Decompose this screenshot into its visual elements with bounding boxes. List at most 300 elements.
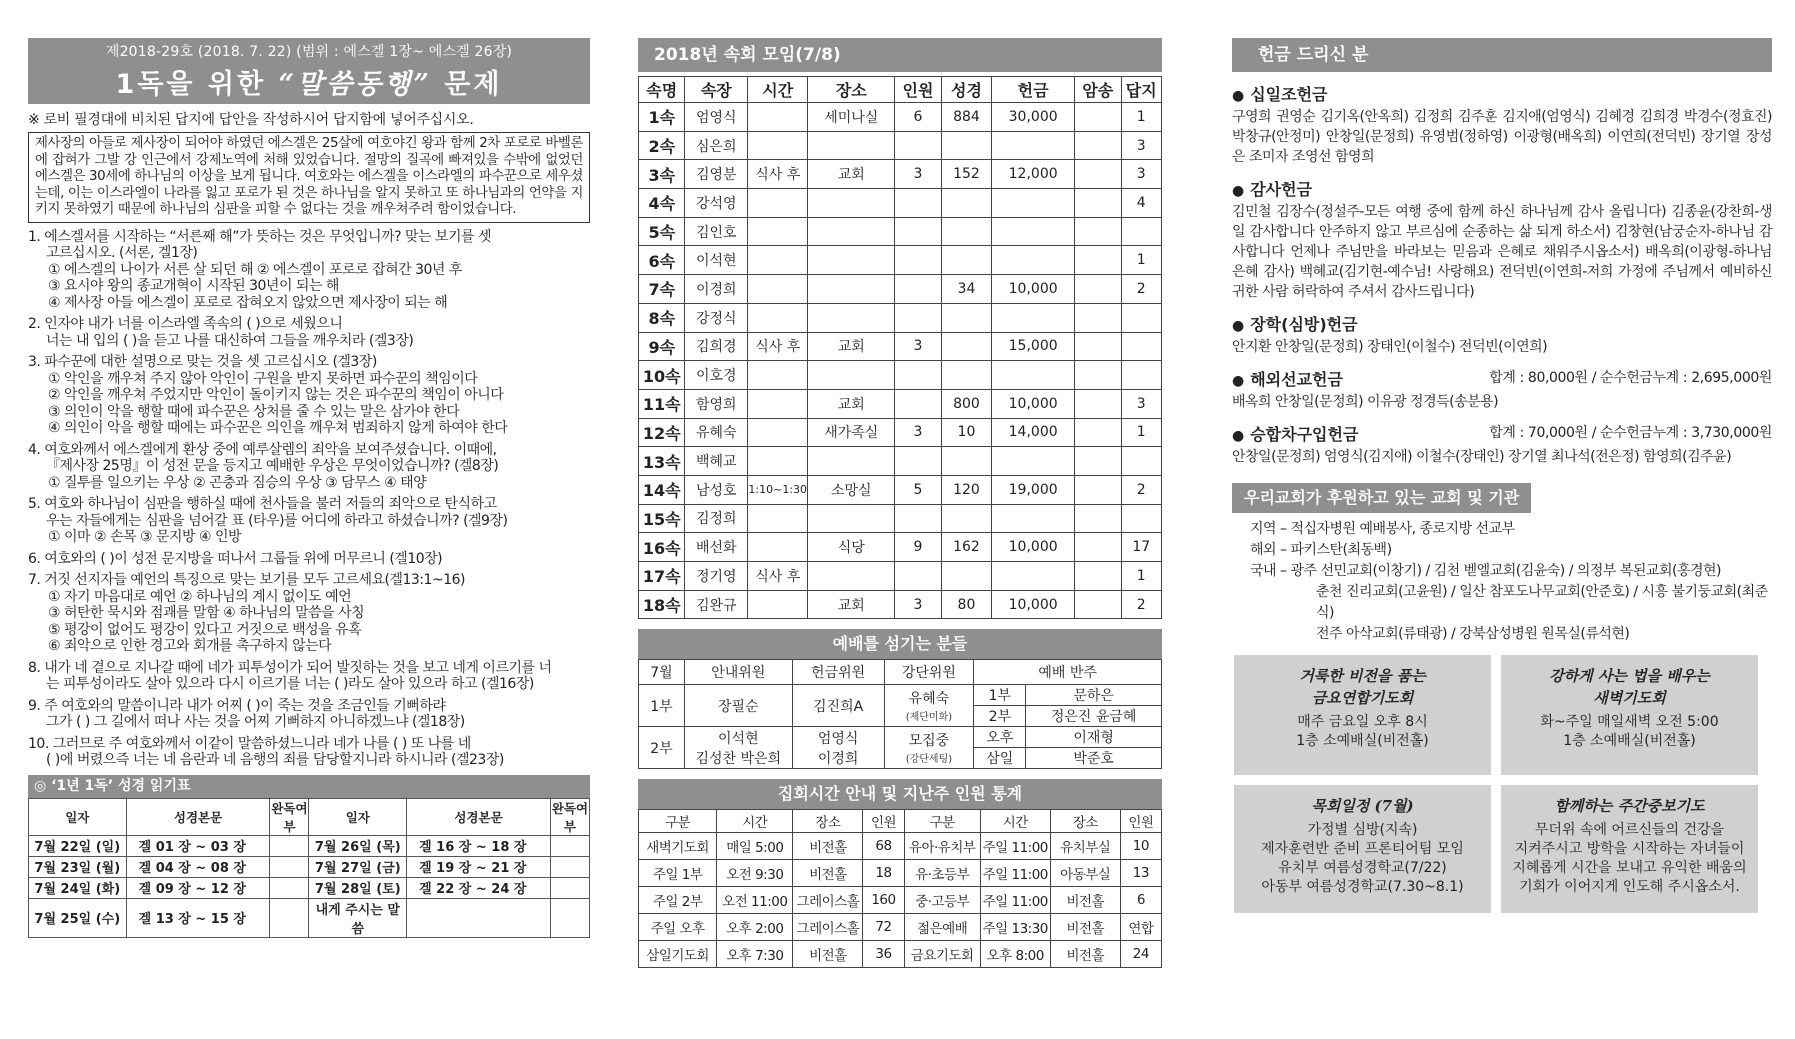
stats-cell: 주일 1부 xyxy=(639,860,717,887)
meeting-row xyxy=(639,103,1162,132)
bullet-icon: ● xyxy=(1232,428,1245,444)
stats-header-cell: 장소 xyxy=(793,810,863,833)
meeting-cell xyxy=(1075,103,1121,132)
meeting-cell xyxy=(941,303,992,332)
meeting-cell xyxy=(895,504,941,533)
meeting-cell: 유혜숙 xyxy=(685,418,748,447)
meeting-cell xyxy=(895,361,941,390)
meeting-cell: 6속 xyxy=(639,246,685,275)
meeting-cell: 4속 xyxy=(639,189,685,218)
reading-plan-title: ◎ ‘1년 1독’ 성경 읽기표 xyxy=(28,775,590,798)
meeting-cell: 김정희 xyxy=(685,504,748,533)
meeting-cell: 3 xyxy=(895,332,941,361)
meeting-cell: 2 xyxy=(1121,475,1161,504)
meeting-row xyxy=(639,418,1162,447)
question-1: 1. 에스겔서를 시작하는 “서른째 해”가 뜻하는 것은 무엇입니까? 맞는 보기를 셋 고르십시오. (서론, 겔1장) ① 에스겔의 나이가 서른 살 되던 해 ② 에스겔이 포로로 잡혀간 30년 후 ③ 요시야 왕의 종교개혁이 시작된 30년이 되는 해 ④ 제사장 아들 에스겔이 포로로 잡혀오지 않았으면 제사장이 되는 해 xyxy=(28,228,492,311)
reading-cell: 겔 09 장 ~ 12 장 xyxy=(126,877,270,898)
meeting-cell xyxy=(808,275,895,304)
worship-r2-guide: 이석현 김성찬 박은희 xyxy=(684,727,792,769)
meeting-cell xyxy=(748,590,808,619)
stats-cell: 68 xyxy=(863,833,904,860)
worship-h-offer: 헌금위원 xyxy=(792,660,884,685)
scholarship-group: ● 장학(심방)헌금 안지환 안창일(문정희) 장태인(이철수) 전덕빈(이연희) xyxy=(1232,315,1548,355)
reading-cell xyxy=(550,856,589,877)
meeting-cell xyxy=(1075,332,1121,361)
meeting-cell xyxy=(992,246,1075,275)
meeting-cell: 16속 xyxy=(639,533,685,562)
reading-row xyxy=(29,898,590,937)
reading-header-cell: 완독여부 xyxy=(270,798,309,835)
meeting-cell: 2 xyxy=(1121,275,1161,304)
meeting-cell: 2 xyxy=(1121,590,1161,619)
meeting-cell: 34 xyxy=(941,275,992,304)
meeting-cell: 30,000 xyxy=(992,103,1075,132)
meeting-cell xyxy=(808,217,895,246)
stats-cell: 새벽기도회 xyxy=(639,833,717,860)
meeting-cell: 교회 xyxy=(808,389,895,418)
worship-t2-label: 2부 xyxy=(974,706,1026,727)
meeting-cell xyxy=(808,246,895,275)
quiz-column xyxy=(28,38,590,938)
meeting-cell xyxy=(895,246,941,275)
meeting-cell xyxy=(748,246,808,275)
offering-title: 헌금 드리신 분 xyxy=(1232,38,1772,72)
meeting-cell: 13속 xyxy=(639,447,685,476)
meeting-cell: 3 xyxy=(1121,389,1161,418)
meeting-cell xyxy=(748,275,808,304)
mission-group: ● 해외선교헌금 합계 : 80,000원 / 순수헌금누계 : 2,695,000원 배옥희 안창일(문정희) 이유광 정경득(송분용) xyxy=(1232,370,1772,410)
meeting-cell: 배선화 xyxy=(685,533,748,562)
meeting-cell xyxy=(1075,504,1121,533)
stats-row xyxy=(639,914,1162,941)
reading-cell xyxy=(407,898,551,937)
support-title: 우리교회가 후원하고 있는 교회 및 기관 xyxy=(1232,483,1531,513)
reading-header-cell: 완독여부 xyxy=(550,798,589,835)
meeting-header-cell: 속장 xyxy=(685,77,748,103)
reading-cell: 겔 13 장 ~ 15 장 xyxy=(126,898,270,937)
stats-cell: 유·초등부 xyxy=(904,860,980,887)
meeting-row xyxy=(639,590,1162,619)
stats-cell: 유아·유치부 xyxy=(904,833,980,860)
reading-header-cell: 성경본문 xyxy=(126,798,270,835)
stats-cell: 오전 11:00 xyxy=(717,887,793,914)
stats-cell: 160 xyxy=(863,887,904,914)
meeting-cell: 이석현 xyxy=(685,246,748,275)
meeting-cell: 정기영 xyxy=(685,562,748,591)
reading-cell xyxy=(270,856,309,877)
stats-cell: 주일 13:30 xyxy=(980,914,1050,941)
meeting-cell xyxy=(941,246,992,275)
quiz-header xyxy=(28,38,590,104)
meeting-cell xyxy=(748,131,808,160)
worship-section-title: 예배를 섬기는 분들 xyxy=(638,629,1162,659)
stats-cell: 비전홀 xyxy=(1050,887,1120,914)
stats-cell: 오후 7:30 xyxy=(717,941,793,968)
meeting-cell: 80 xyxy=(941,590,992,619)
reading-cell: 겔 04 장 ~ 08 장 xyxy=(126,856,270,877)
stats-header-row xyxy=(639,810,1162,833)
reading-cell: 7월 27일 (금) xyxy=(309,856,407,877)
stats-cell: 젊은예배 xyxy=(904,914,980,941)
meeting-cell: 18속 xyxy=(639,590,685,619)
stats-cell: 10 xyxy=(1120,833,1161,860)
meeting-cell xyxy=(808,504,895,533)
meeting-row xyxy=(639,389,1162,418)
worship-t3-label: 오후 xyxy=(974,727,1026,748)
meeting-row xyxy=(639,361,1162,390)
meeting-cell: 식당 xyxy=(808,533,895,562)
meeting-row xyxy=(639,303,1162,332)
stats-section-title: 집회시간 안내 및 지난주 인원 통계 xyxy=(638,779,1162,809)
reading-rows xyxy=(29,835,590,937)
meeting-rows xyxy=(639,103,1162,619)
meeting-cell xyxy=(748,418,808,447)
meeting-cell: 함영희 xyxy=(685,389,748,418)
stats-cell: 오후 8:00 xyxy=(980,941,1050,968)
reading-row xyxy=(29,877,590,898)
meeting-row xyxy=(639,217,1162,246)
reading-cell xyxy=(550,898,589,937)
meeting-cell: 12속 xyxy=(639,418,685,447)
meeting-cell xyxy=(941,217,992,246)
question-6: 6. 여호와의 ( )이 성전 문지방을 떠나서 그룹들 위에 머무르니 (겔10장) xyxy=(28,550,443,567)
meeting-cell xyxy=(808,189,895,218)
stats-cell: 6 xyxy=(1120,887,1161,914)
meeting-cell: 10,000 xyxy=(992,533,1075,562)
meeting-cell xyxy=(992,217,1075,246)
meeting-cell: 1 xyxy=(1121,103,1161,132)
stats-cell: 오전 9:30 xyxy=(717,860,793,887)
worship-table xyxy=(638,659,1162,769)
worship-t4-name: 박준호 xyxy=(1026,748,1162,769)
reading-header-cell: 일자 xyxy=(309,798,407,835)
meeting-cell xyxy=(895,447,941,476)
reading-header-cell: 성경본문 xyxy=(407,798,551,835)
meeting-cell: 심은희 xyxy=(685,131,748,160)
meeting-cell xyxy=(1075,361,1121,390)
meeting-row xyxy=(639,131,1162,160)
meeting-cell: 2속 xyxy=(639,131,685,160)
meeting-cell: 김인호 xyxy=(685,217,748,246)
meeting-cell xyxy=(941,189,992,218)
meeting-cell: 120 xyxy=(941,475,992,504)
meeting-cell xyxy=(992,361,1075,390)
reading-cell: 겔 16 장 ~ 18 장 xyxy=(407,835,551,856)
stats-cell: 매일 5:00 xyxy=(717,833,793,860)
meeting-cell xyxy=(1075,303,1121,332)
stats-header-cell: 시간 xyxy=(980,810,1050,833)
meeting-row xyxy=(639,332,1162,361)
meeting-row xyxy=(639,160,1162,189)
stats-cell: 비전홀 xyxy=(793,833,863,860)
meeting-cell xyxy=(1121,504,1161,533)
meeting-cell: 17 xyxy=(1121,533,1161,562)
meeting-cell xyxy=(1075,447,1121,476)
question-10: 10. 그러므로 주 여호와께서 이같이 말씀하셨느니라 네가 나를 ( ) 또 나를 네 ( )에 버렸으즉 너는 네 음란과 네 음행의 죄를 담당할지니라 하시니라 (겔23장) xyxy=(28,735,504,769)
meeting-cell: 15,000 xyxy=(992,332,1075,361)
meeting-cell: 800 xyxy=(941,389,992,418)
worship-r1-offer: 김진희A xyxy=(792,685,884,727)
friday-prayer-box: 거룩한 비전을 품는 금요연합기도회 매주 금요일 오후 8시 1층 소예배실(비전홀) xyxy=(1234,655,1491,775)
meeting-cell: 14속 xyxy=(639,475,685,504)
quiz-note: ※ 로비 필경대에 비치된 답지에 답안을 작성하시어 답지함에 넣어주십시오. xyxy=(28,112,474,128)
worship-pulpit-1: 유혜숙 (제단미화) xyxy=(884,685,974,727)
meeting-cell: 김희경 xyxy=(685,332,748,361)
meeting-cell xyxy=(895,303,941,332)
meeting-cell: 이호경 xyxy=(685,361,748,390)
meeting-cell xyxy=(748,303,808,332)
stats-cell: 주일 11:00 xyxy=(980,887,1050,914)
meeting-cell: 1 xyxy=(1121,246,1161,275)
meeting-header-cell: 장소 xyxy=(808,77,895,103)
meeting-cell xyxy=(895,389,941,418)
reading-cell: 7월 23일 (월) xyxy=(29,856,127,877)
meeting-cell xyxy=(808,131,895,160)
meeting-cell: 1 xyxy=(1121,562,1161,591)
meeting-cell: 교회 xyxy=(808,332,895,361)
stats-cell: 중·고등부 xyxy=(904,887,980,914)
worship-h-guide: 안내위원 xyxy=(684,660,792,685)
reading-cell xyxy=(550,877,589,898)
meeting-title: 2018년 속회 모임(7/8) xyxy=(638,38,1162,72)
meeting-cell xyxy=(1075,217,1121,246)
stats-cell: 그레이스홀 xyxy=(793,914,863,941)
meeting-cell xyxy=(1075,275,1121,304)
meeting-table xyxy=(638,76,1162,619)
meeting-header-row xyxy=(639,77,1162,103)
meeting-cell: 3 xyxy=(895,590,941,619)
meeting-cell: 이경희 xyxy=(685,275,748,304)
worship-t3-name: 이재형 xyxy=(1026,727,1162,748)
meeting-cell: 10,000 xyxy=(992,275,1075,304)
meeting-cell: 17속 xyxy=(639,562,685,591)
meeting-cell xyxy=(1075,418,1121,447)
meeting-cell: 1 xyxy=(1121,418,1161,447)
offering-column xyxy=(1232,38,1772,913)
meeting-cell xyxy=(1121,361,1161,390)
meeting-cell xyxy=(1121,447,1161,476)
reading-plan-table xyxy=(28,798,590,938)
meeting-cell: 1속 xyxy=(639,103,685,132)
stats-cell: 그레이스홀 xyxy=(793,887,863,914)
meeting-cell xyxy=(808,447,895,476)
meeting-header-cell: 속명 xyxy=(639,77,685,103)
meeting-header-cell: 암송 xyxy=(1075,77,1121,103)
meeting-cell xyxy=(748,389,808,418)
meeting-cell xyxy=(1121,332,1161,361)
reading-cell xyxy=(270,835,309,856)
info-boxes xyxy=(1234,655,1758,913)
stats-row xyxy=(639,833,1162,860)
meeting-cell: 새가족실 xyxy=(808,418,895,447)
meeting-cell: 3 xyxy=(1121,131,1161,160)
stats-cell: 유치부실 xyxy=(1050,833,1120,860)
stats-header-cell: 인원 xyxy=(1120,810,1161,833)
meeting-cell xyxy=(895,189,941,218)
worship-t1-name: 문하은 xyxy=(1026,685,1162,706)
worship-h-month: 7월 xyxy=(639,660,685,685)
van-group: ● 승합차구입헌금 합계 : 70,000원 / 순수헌금누계 : 3,730,000원 안창일(문정희) 엄영식(김지애) 이철수(장태인) 장기열 최나석(전은정) 함영희(김주윤) xyxy=(1232,425,1772,465)
question-8: 8. 내가 네 곁으로 지나갈 때에 네가 피투성이가 되어 발짓하는 것을 보고 네게 이르기를 너 는 피투성이라도 살아 있으라 다시 이르기를 너는 ( )라도 살아 있으라 하고 (겔16장) xyxy=(28,659,552,693)
stats-cell: 연합 xyxy=(1120,914,1161,941)
meeting-cell: 강정식 xyxy=(685,303,748,332)
reading-cell: 7월 28일 (토) xyxy=(309,877,407,898)
meeting-cell xyxy=(895,275,941,304)
weekly-intercession-box: 함께하는 주간중보기도 무더위 속에 어르신들의 건강을 지켜주시고 방학을 시작하는 자녀들이 지혜롭게 시간을 보내고 유익한 배움의 기회가 이어지게 인도해 주시옵소서. xyxy=(1501,785,1758,913)
meeting-cell: 김완규 xyxy=(685,590,748,619)
worship-r1-guide: 장필순 xyxy=(684,685,792,727)
meeting-cell: 10 xyxy=(941,418,992,447)
meeting-cell xyxy=(1075,475,1121,504)
meeting-cell xyxy=(808,361,895,390)
meeting-cell: 3속 xyxy=(639,160,685,189)
stats-cell: 비전홀 xyxy=(1050,914,1120,941)
meeting-cell: 884 xyxy=(941,103,992,132)
worship-pulpit-2: 모집중 (강단세팅) xyxy=(884,727,974,769)
meeting-cell: 세미나실 xyxy=(808,103,895,132)
reading-cell: 내게 주시는 말씀 xyxy=(309,898,407,937)
meeting-cell: 19,000 xyxy=(992,475,1075,504)
meeting-cell xyxy=(748,189,808,218)
meeting-cell: 5속 xyxy=(639,217,685,246)
stats-row xyxy=(639,941,1162,968)
meeting-cell xyxy=(895,562,941,591)
question-7: 7. 거짓 선지자들 예언의 특징으로 맞는 보기를 모두 고르세요(겔13:1~16) ① 자기 마음대로 예언 ② 하나님의 계시 없이도 예언 ③ 허탄한 묵시와 점괘를 말함 ④ 하나님의 말씀을 사칭 ⑤ 평강이 없어도 평강이 있다고 거짓으로 백성을 유혹 ⑥ 죄악으로 인한 경고와 회개를 촉구하지 않는다 xyxy=(28,572,465,655)
reading-cell: 7월 24일 (화) xyxy=(29,877,127,898)
reading-cell: 7월 22일 (일) xyxy=(29,835,127,856)
meeting-cell xyxy=(748,533,808,562)
meeting-cell: 강석영 xyxy=(685,189,748,218)
stats-cell: 주일 11:00 xyxy=(980,860,1050,887)
stats-rows xyxy=(639,833,1162,968)
stats-row xyxy=(639,887,1162,914)
stats-header-cell: 인원 xyxy=(863,810,904,833)
reading-cell: 겔 19 장 ~ 21 장 xyxy=(407,856,551,877)
stats-cell: 36 xyxy=(863,941,904,968)
worship-h-team: 예배 반주 xyxy=(974,660,1162,685)
meeting-cell xyxy=(748,103,808,132)
meeting-cell: 14,000 xyxy=(992,418,1075,447)
meeting-header-cell: 답지 xyxy=(1121,77,1161,103)
meeting-cell: 교회 xyxy=(808,160,895,189)
worship-r2-label: 2부 xyxy=(639,727,685,769)
stats-cell: 오후 2:00 xyxy=(717,914,793,941)
question-3: 3. 파수꾼에 대한 설명으로 맞는 것을 셋 고르십시오 (겔3장) ① 악인을 깨우쳐 주지 않아 악인이 구원을 받지 못하면 파수꾼의 책임이다 ② 악인을 깨우쳐 주었지만 악인이 돌이키지 않는 것은 파수꾼의 책임이 아니다 ③ 의인이 악을 행할 때에 파수꾼은 상처를 줄 수 있는 말은 삼가야 한다 ④ 의인이 악을 행할 때에는 파수꾼은 의인을 깨우쳐 범죄하지 않게 하여야 한다 xyxy=(28,354,508,437)
meeting-cell: 3 xyxy=(895,418,941,447)
meeting-cell xyxy=(748,361,808,390)
meeting-cell: 4 xyxy=(1121,189,1161,218)
meeting-cell: 1:10~1:30 xyxy=(748,475,808,504)
meeting-cell: 6 xyxy=(895,103,941,132)
worship-t2-name: 정은진 윤금혜 xyxy=(1026,706,1162,727)
meeting-cell xyxy=(1075,590,1121,619)
meeting-cell xyxy=(941,447,992,476)
meeting-cell xyxy=(992,562,1075,591)
stats-cell: 주일 오후 xyxy=(639,914,717,941)
meeting-cell xyxy=(808,562,895,591)
meeting-cell xyxy=(941,361,992,390)
stats-cell: 비전홀 xyxy=(1050,941,1120,968)
stats-cell: 비전홀 xyxy=(793,941,863,968)
meeting-cell: 9속 xyxy=(639,332,685,361)
meeting-cell xyxy=(992,189,1075,218)
stats-header-cell: 시간 xyxy=(717,810,793,833)
meeting-cell xyxy=(992,131,1075,160)
meeting-cell: 10,000 xyxy=(992,590,1075,619)
reading-cell: 7월 26일 (목) xyxy=(309,835,407,856)
issue-info: 제2018-29호 (2018. 7. 22) (범위 : 에스겔 1장~ 에스겔 26장) xyxy=(105,44,513,60)
thanks-group: ● 감사헌금 김민철 김장수(정설주-모든 여행 중에 함께 하신 하나님께 감사 올립니다) 김종윤(강찬희-생일 감사합니다 안주하지 않고 부르심에 순종하는 삶 되게 하소서) 김창현(남궁순자-하나님 감사합니다 언제나 주님만을 바라보는 믿음과 은혜로 채워주시옵소서) 배옥희(이광형-하나님 은혜 감사) 백혜교(김기현-예수님! 사랑해요) 전덕빈(이연희-저희 가정에 주님께서 예비하신 귀한 사람 허락하여 주셔서 감사드립니다) xyxy=(1232,180,1772,300)
meeting-cell: 12,000 xyxy=(992,160,1075,189)
stats-header-cell: 구분 xyxy=(904,810,980,833)
meeting-cell xyxy=(1075,246,1121,275)
meeting-cell: 김영분 xyxy=(685,160,748,189)
meeting-cell: 엄영식 xyxy=(685,103,748,132)
stats-cell: 비전홀 xyxy=(793,860,863,887)
question-5: 5. 여호와 하나님이 심판을 행하실 때에 천사들을 불러 저들의 죄악으로 탄식하고 우는 자들에게는 심판을 넘어갈 표 (타우)를 어디에 하라고 하셨습니까? (겔9장) ① 이마 ② 손목 ③ 문지방 ④ 인방 xyxy=(28,496,508,546)
meeting-cell: 162 xyxy=(941,533,992,562)
bullet-icon: ● xyxy=(1232,88,1245,104)
meeting-cell: 5 xyxy=(895,475,941,504)
worship-t1-label: 1부 xyxy=(974,685,1026,706)
meeting-cell: 백혜교 xyxy=(685,447,748,476)
reading-cell: 겔 01 장 ~ 03 장 xyxy=(126,835,270,856)
meeting-column xyxy=(638,38,1162,968)
meeting-cell xyxy=(1075,131,1121,160)
meeting-row xyxy=(639,475,1162,504)
reading-row xyxy=(29,856,590,877)
meeting-cell xyxy=(1075,160,1121,189)
meeting-cell: 소망실 xyxy=(808,475,895,504)
bullet-icon: ● xyxy=(1232,373,1245,389)
meeting-cell: 152 xyxy=(941,160,992,189)
meeting-cell: 8속 xyxy=(639,303,685,332)
meeting-cell: 남성호 xyxy=(685,475,748,504)
meeting-row xyxy=(639,562,1162,591)
meeting-cell xyxy=(808,303,895,332)
meeting-cell xyxy=(1075,389,1121,418)
meeting-row xyxy=(639,275,1162,304)
reading-cell xyxy=(550,835,589,856)
stats-cell: 13 xyxy=(1120,860,1161,887)
reading-cell: 겔 22 장 ~ 24 장 xyxy=(407,877,551,898)
stats-cell: 아동부실 xyxy=(1050,860,1120,887)
meeting-cell xyxy=(895,217,941,246)
intro-box: 제사장의 아들로 제사장이 되어야 하였던 에스겔은 25살에 여호야긴 왕과 함께 2차 포로로 바벨론에 잡혀가 그발 강 인근에서 강제노역에 처해 있었습니다. 절망의 질곡에 빠져있을 수밖에 없었던 에스겔은 30세에 하나님의 이상을 보게 됩니다. 여호와는 에스겔을 이스라엘의 파수꾼으로 세우셨는데, 이는 이스라엘이 나라를 잃고 포로가 된 것은 하나님을 알지 못하고 또 하나님과의 언약을 지키지 못하였기 때문에 하나님의 심판을 피할 수 없다는 것을 깨우쳐주려 함이었습니다. xyxy=(28,132,590,223)
meeting-cell xyxy=(941,504,992,533)
meeting-cell: 3 xyxy=(895,160,941,189)
meeting-header-cell: 성경 xyxy=(941,77,992,103)
meeting-cell xyxy=(1121,303,1161,332)
reading-cell xyxy=(270,877,309,898)
meeting-cell xyxy=(992,303,1075,332)
bullet-icon: ● xyxy=(1232,318,1245,334)
meeting-row xyxy=(639,189,1162,218)
stats-header-cell: 구분 xyxy=(639,810,717,833)
meeting-cell xyxy=(748,217,808,246)
quiz-title: 1독을 위한 “말씀동행” 문제 xyxy=(115,69,503,100)
reading-header-cell: 일자 xyxy=(29,798,127,835)
reading-row xyxy=(29,835,590,856)
meeting-cell xyxy=(748,504,808,533)
meeting-cell: 9 xyxy=(895,533,941,562)
reading-header-row xyxy=(29,798,590,835)
meeting-cell: 교회 xyxy=(808,590,895,619)
worship-r2-offer: 엄영식 이경희 xyxy=(792,727,884,769)
ministry-schedule-box: 목회일정 (7월) 가정별 심방(지속) 제자훈련반 준비 프론티어팀 모임 유치부 여름성경학교(7/22) 아동부 여름성경학교(7.30~8.1) xyxy=(1234,785,1491,913)
meeting-cell xyxy=(1075,189,1121,218)
question-9: 9. 주 여호와의 말씀이니라 내가 어찌 ( )이 죽는 것을 조금인들 기뻐하랴 그가 ( ) 그 길에서 떠나 사는 것을 어찌 기뻐하지 아니하겠느냐 (겔18장) xyxy=(28,697,465,731)
